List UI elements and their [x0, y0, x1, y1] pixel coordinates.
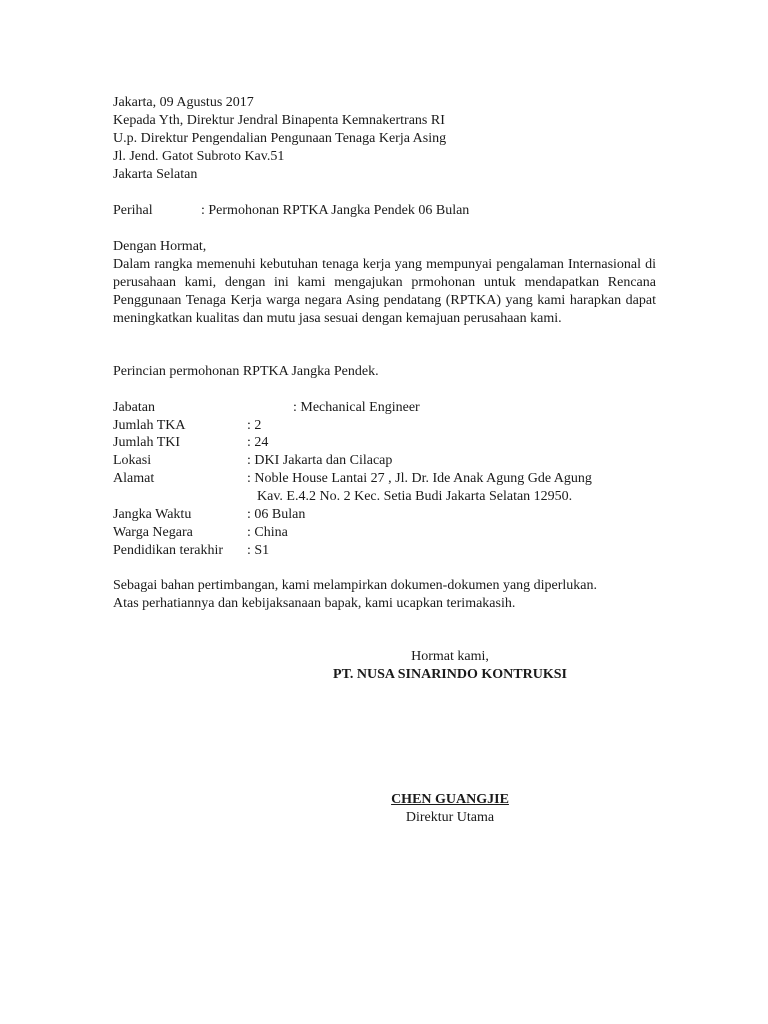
regards: Hormat kami, — [411, 649, 489, 664]
address-line-2: Jakarta Selatan — [113, 167, 198, 182]
signatory-name: CHEN GUANGJIE — [391, 792, 509, 807]
recipient-line-1: Kepada Yth, Direktur Jendral Binapenta Kemnakertrans RI — [113, 113, 445, 128]
lokasi-label: Lokasi — [113, 453, 152, 468]
recipient-line-2: U.p. Direktur Pengendalian Pengunaan Tenaga Kerja Asing — [113, 131, 447, 146]
alamat-value-line-2: Kav. E.4.2 No. 2 Kec. Setia Budi Jakarta Selatan 12950. — [257, 489, 573, 504]
pendidikan-label: Pendidikan terakhir — [113, 543, 224, 558]
pendidikan-value: : S1 — [247, 543, 270, 558]
lokasi-value: : DKI Jakarta dan Cilacap — [247, 453, 393, 468]
jumlah-tka-label: Jumlah TKA — [113, 418, 186, 433]
jabatan-label: Jabatan — [113, 400, 155, 415]
subject-value: : Permohonan RPTKA Jangka Pendek 06 Bulan — [201, 203, 470, 218]
alamat-value-line-1: : Noble House Lantai 27 , Jl. Dr. Ide Anak Agung Gde Agung — [247, 471, 592, 486]
jumlah-tka-value: : 2 — [247, 418, 262, 433]
warga-negara-label: Warga Negara — [113, 525, 193, 540]
body-paragraph: Dalam rangka memenuhi kebutuhan tenaga kerja yang mempunyai pengalaman Internasional di perusahaan kami, dengan ini kami mengajukan prmohonan untuk mendapatkan Rencana Penggunaan Tenaga Kerja warga negara Asing pendatang (RPTKA) yang kami harapkan dapat meningkatkan kualitas dan mutu jasa sesuai dengan kemajuan perusahaan kami. — [113, 257, 656, 326]
jangka-waktu-value: : 06 Bulan — [247, 507, 306, 522]
signatory-position: Direktur Utama — [405, 810, 495, 825]
jumlah-tki-label: Jumlah TKI — [113, 435, 181, 450]
closing-line-1: Sebagai bahan pertimbangan, kami melampirkan dokumen-dokumen yang diperlukan. — [113, 578, 598, 593]
alamat-label: Alamat — [113, 471, 155, 486]
warga-negara-value: : China — [247, 525, 288, 540]
jabatan-value: : Mechanical Engineer — [293, 400, 420, 415]
company-name: PT. NUSA SINARINDO KONTRUKSI — [333, 667, 567, 682]
jangka-waktu-label: Jangka Waktu — [113, 507, 192, 522]
details-intro: Perincian permohonan RPTKA Jangka Pendek. — [113, 364, 379, 379]
jumlah-tki-value: : 24 — [247, 435, 269, 450]
greeting: Dengan Hormat, — [113, 239, 207, 254]
place-date: Jakarta, 09 Agustus 2017 — [113, 95, 254, 110]
subject-label: Perihal — [113, 203, 153, 218]
address-line-1: Jl. Jend. Gatot Subroto Kav.51 — [113, 149, 285, 164]
closing-line-2: Atas perhatiannya dan kebijaksanaan bapak, kami ucapkan terimakasih. — [113, 596, 516, 611]
